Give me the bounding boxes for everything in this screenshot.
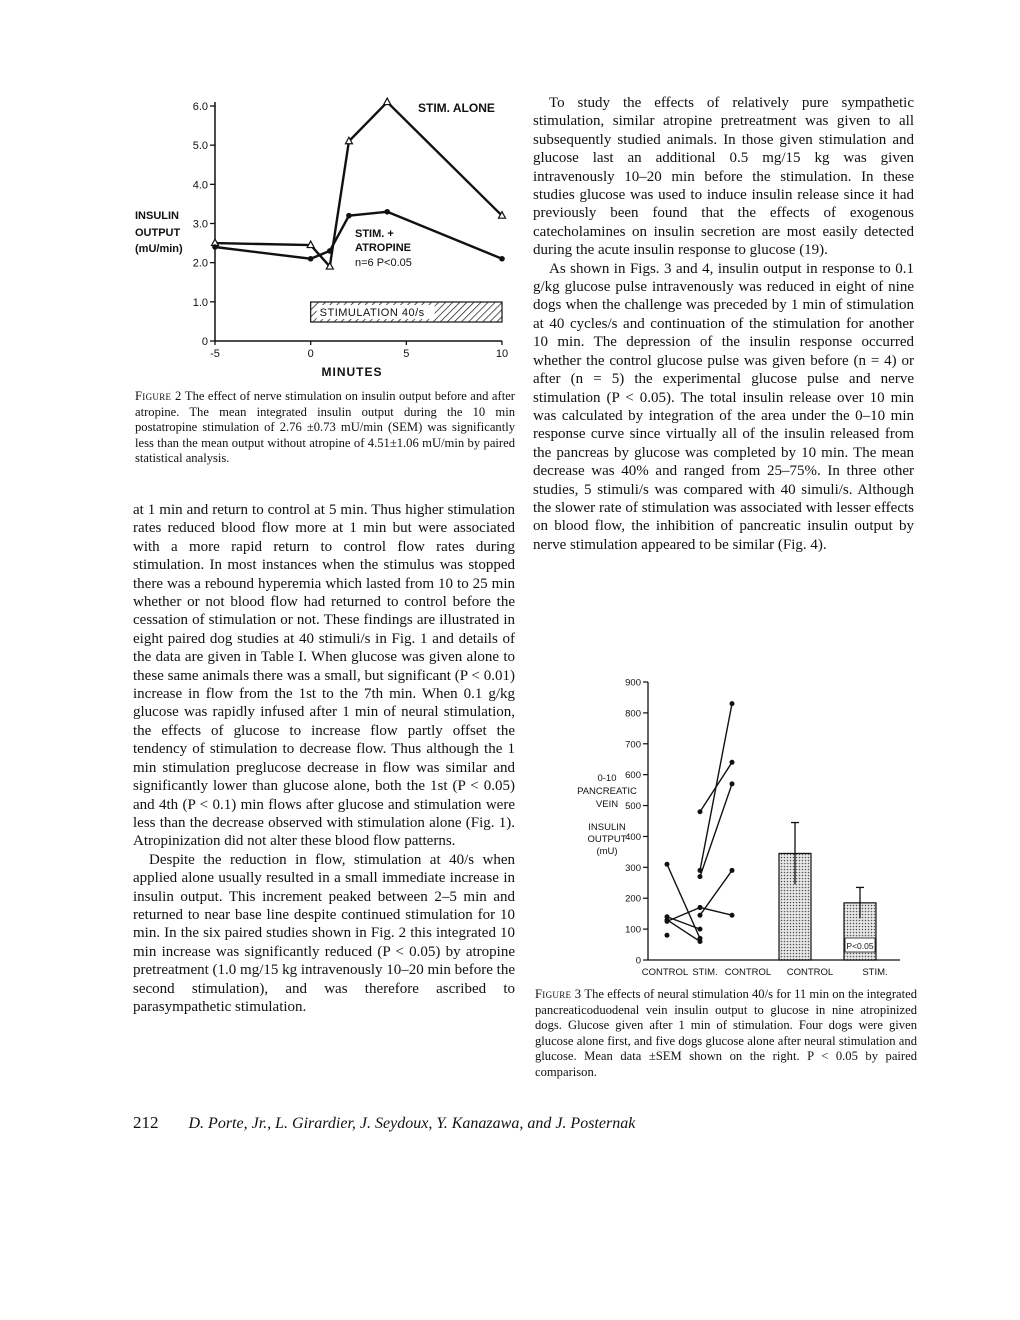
paired-line: [700, 784, 732, 877]
y-tick-label: 6.0: [192, 101, 208, 113]
left-paragraph-1: at 1 min and return to control at 5 min. Thus higher stimulation rates reduced blood flow more at 1 min but were associated with a more rapid return to control flow rates during stimulation. In most instances when the stimulus was stopped there was a rebound hyperemia which lasted from 10 to 25 min whether or not blood flow had returned to control before the cessation of stimulation or not. These findings are illustrated in eight paired dog studies at 40 stimuli/s in Fig. 1 and details of the data are given in Table I. When glucose was given alone to these same animals there was a small, but significant (P < 0.01) increase in flow from the 1st to the 7th min. When 0.1 g/kg glucose was rapidly infused after 1 min of neural stimulation, the effects of glucose to increase flow partly offset the tendency of stimulation to decrease flow. Thus although the 1 min stimulation preglucose decrease in flow was similar and significantly lower than glucose alone, both the 1st (P < 0.05) and 4th (P < 0.1) min flows after glucose and stimulation were less than the decrease observed with stimulation alone (Fig. 1). Atropinization did not alter these blood flow patterns.: [133, 502, 515, 850]
y-tick-label: 2.0: [192, 257, 208, 270]
label-stim-atropine-line-1: STIM. +: [355, 228, 394, 240]
figure-2-caption-text: The effect of nerve stimulation on insulin output before and after atropine. The mean integrated insulin output during the 10 min postatropine stimulation of 2.76 ±0.73 mU/min (SEM) was significantly less than the mean output without atropine of 4.51±1.06 mU/min by paired statistical analysis.: [135, 389, 515, 466]
series-2-point: [308, 256, 314, 262]
paired-point: [730, 868, 735, 873]
figure-3-x-labels: [642, 967, 888, 978]
f3-x-label: CONTROL: [724, 967, 772, 978]
y-tick-label: 3.0: [192, 218, 208, 231]
f3-y-tick-label: 300: [625, 862, 641, 874]
x-tick-label: 0: [307, 348, 314, 360]
f3-x-label: STIM.: [862, 967, 888, 978]
paired-line: [667, 907, 700, 921]
figure-3: [570, 670, 920, 985]
right-paragraph-2: As shown in Figs. 3 and 4, insulin output in response to 0.1 g/kg glucose pulse intravenously was reduced in eight of nine dogs when the challenge was preceded by 1 min of stimulation at 40 cycles/s and continuation of the stimulation for another 10 min. The depression of the insulin response occurred whether the control glucose pulse was given before (n = 4) or after (n = 5) the experimental glucose pulse and nerve stimulation (P < 0.05). The total insulin release over 10 min was calculated by integration of the area under the 0–10 min response curve since virtually all of the insulin released from the pancreas by glucose was completed by 10 min. The mean decrease was 40% and ranged from 25–75%. In three other studies, 5 stimuli/s was compared with 40 simuli/s. Although the slower rate of stimulation was associated with lesser effects on blood flow, the inhibition of pancreatic insulin output by nerve stimulation appeared to be similar (Fig. 4).: [533, 260, 914, 553]
x-tick-label: 5: [403, 348, 410, 360]
figure-3-caption: [535, 987, 917, 1081]
y-tick-label: 4.0: [192, 179, 208, 192]
paired-point: [730, 701, 735, 706]
f3-y-tick-label: 600: [625, 770, 641, 782]
stimulation-bar: [311, 302, 502, 322]
paired-point: [665, 862, 670, 867]
figure-3-paired-lines: [665, 701, 735, 944]
f3-y-tick-label: 0: [635, 955, 641, 967]
f3-y-tick-label: 500: [625, 801, 641, 813]
figure-3-caption-text: The effects of neural stimulation 40/s for 11 min on the integrated pancreaticoduodenal vein insulin output to glucose in nine atropinized dogs. Glucose given after 1 min of stimulation. Four dogs were given glucose alone first, and five dogs glucose alone after neural stimulation and glucose. Mean data ±SEM shown on the right. P < 0.05 by paired comparison.: [535, 987, 917, 1079]
x-axis-label: MINUTES: [321, 365, 383, 379]
f3-ylabel-line-3: VEIN: [595, 799, 619, 810]
f3-y-tick-label: 900: [625, 677, 641, 689]
paired-point: [698, 874, 703, 879]
figure-2: [130, 80, 520, 390]
series-2-point: [212, 244, 218, 250]
paired-point: [730, 760, 735, 765]
f3-y-tick-label: 100: [625, 924, 641, 936]
f3-ylabel-line-6: OUTPUT: [587, 834, 627, 845]
y-tick-label: 0: [201, 336, 208, 348]
paired-point: [698, 927, 703, 932]
y-axis-label-line-1: INSULIN: [135, 210, 179, 222]
right-column: [533, 94, 914, 554]
figure-2-chart: [130, 80, 520, 390]
paired-line: [700, 704, 732, 871]
paired-point: [730, 913, 735, 918]
figure-3-chart: [570, 670, 920, 985]
f3-y-tick-label: 800: [625, 708, 641, 720]
y-tick-label: 5.0: [192, 140, 208, 153]
page-number: 212: [133, 1113, 159, 1132]
label-stim-alone: STIM. ALONE: [418, 101, 495, 115]
paired-point: [730, 781, 735, 786]
paired-point: [665, 914, 670, 919]
paired-point: [698, 936, 703, 941]
f3-x-label: CONTROL: [641, 967, 689, 978]
y-axis-label: [135, 210, 183, 255]
figure-3-y-axis-label: [577, 773, 637, 857]
figure-2-caption-lead: Figure 2: [135, 389, 182, 403]
f3-y-tick-label: 200: [625, 893, 641, 905]
f3-ylabel-line-1: 0-10: [597, 773, 617, 784]
figure-3-bars: [779, 823, 876, 960]
stimulation-bar-label: STIMULATION 40/s: [319, 307, 425, 319]
figure-2-caption: [135, 389, 515, 467]
f3-x-label: STIM.: [692, 967, 718, 978]
figure-3-caption-lead: Figure 3: [535, 987, 582, 1001]
f3-ylabel-line-7: (mU): [596, 846, 618, 857]
f3-ylabel-line-2: PANCREATIC: [577, 786, 637, 797]
paired-point: [665, 933, 670, 938]
paired-line: [700, 907, 732, 915]
f3-y-tick-label: 700: [625, 739, 641, 751]
f3-x-label: CONTROL: [786, 967, 834, 978]
series-2-point: [499, 256, 505, 262]
label-stim-atropine-line-2: ATROPINE: [355, 242, 412, 254]
series-2-point: [327, 248, 333, 254]
left-column: [133, 501, 515, 1016]
paired-line: [667, 864, 700, 938]
author-line: D. Porte, Jr., L. Girardier, J. Seydoux, Y. Kanazawa, and J. Posternak: [188, 1115, 636, 1132]
x-tick-label: 10: [495, 348, 509, 360]
paired-point: [698, 809, 703, 814]
paired-point: [665, 919, 670, 924]
series-1-point: [384, 98, 391, 105]
y-tick-label: 1.0: [192, 296, 208, 309]
right-paragraph-1: To study the effects of relatively pure sympathetic stimulation, similar atropine pretreatment was given to all subsequently studied animals. In those given stimulation and glucose last an additional 0.5 mg/15 kg was given intravenously 10–20 min before the stimulation. In these studies glucose was used to induce insulin release since it had previously been found that the effects of exogenous catecholamines on insulin secretion are most easily detected during the acute insulin response to glucose (19).: [533, 95, 914, 259]
f3-y-tick-label: 400: [625, 831, 641, 843]
y-axis-label-line-2: OUTPUT: [135, 227, 181, 239]
paired-point: [698, 913, 703, 918]
left-paragraph-2: Despite the reduction in flow, stimulation at 40/s when applied alone usually resulted in a small immediate increase in insulin output. This increment peaked between 2–5 min and returned to near base line despite continued stimulation for 10 min. In the six paired studies shown in Fig. 2 this integrated 10 min increase was significantly reduced (P < 0.05) by atropine pretreatment (1.0 mg/15 kg intravenously 10–20 min before the second stimulation), and was therefore ascribed to parasympathetic stimulation.: [133, 851, 515, 1015]
y-axis-label-line-3: (mU/min): [135, 243, 183, 255]
x-tick-label: -5: [210, 348, 220, 360]
f3-ylabel-line-5: INSULIN: [588, 822, 626, 833]
label-stats: n=6 P<0.05: [355, 257, 412, 269]
page-footer: [133, 1113, 635, 1133]
paired-point: [698, 905, 703, 910]
series-2-point: [384, 209, 390, 215]
series-2-point: [346, 213, 352, 219]
bar-annotation: P<0.05: [846, 941, 874, 951]
